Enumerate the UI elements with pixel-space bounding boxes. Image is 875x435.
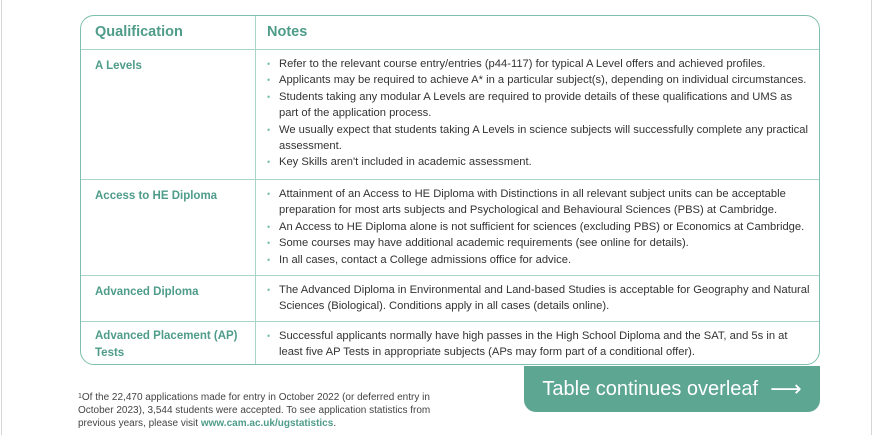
footnote-end: .: [333, 418, 337, 429]
table-row: [81, 275, 819, 322]
notes-cell: [267, 282, 812, 315]
footnote-marker: 1: [78, 393, 82, 400]
column-header-notes: Notes: [267, 24, 308, 40]
note-item: • Refer to the relevant course entry/entries (p44-117) for typical A Level offers and achieved profiles.: [267, 56, 812, 72]
column-divider: [255, 16, 256, 49]
qualification-cell: Advanced Diploma: [95, 286, 199, 298]
note-item: • Students taking any modular A Levels are required to provide details of these qualifications and UMS as part of the application process.: [267, 89, 812, 122]
qualification-cell: A Levels: [95, 60, 142, 72]
note-item: • An Access to HE Diploma alone is not sufficient for sciences (excluding PBS) or Economics at Cambridge.: [267, 219, 812, 235]
table-continues-label: Table continues overleaf: [542, 377, 759, 400]
note-item: • Successful applicants normally have high passes in the High School Diploma and the SAT, and 5s in at least five AP Tests in appropriate subjects (APs may form part of a conditional offer).: [267, 328, 812, 361]
table-row: [81, 179, 819, 276]
notes-cell: [267, 186, 812, 268]
note-item: • Attainment of an Access to HE Diploma with Distinctions in all relevant subject units can be acceptable preparation for most arts subjects and Psychological and Behavioural Sciences (PBS) at Cambridge.: [267, 186, 812, 219]
column-header-qualification: Qualification: [95, 24, 183, 40]
notes-cell: [267, 56, 812, 171]
page-edge-left: [1, 0, 2, 435]
qualification-cell: Advanced Placement (AP) Tests: [95, 330, 238, 359]
column-divider: [255, 322, 256, 365]
arrow-right-icon: ⟶: [770, 376, 802, 401]
footnote: [78, 391, 438, 430]
table-header-row: [81, 16, 819, 49]
table-continues-banner: [524, 366, 820, 412]
column-divider: [255, 276, 256, 322]
column-divider: [255, 180, 256, 276]
note-item: • The Advanced Diploma in Environmental and Land-based Studies is acceptable for Geography and Natural Sciences (Biological). Conditions apply in all cases (details online).: [267, 282, 812, 315]
table-row: [81, 321, 819, 365]
column-divider: [255, 50, 256, 180]
page-edge-right: [871, 0, 872, 435]
table-row: [81, 49, 819, 180]
notes-cell: [267, 328, 812, 361]
note-item: • In all cases, contact a College admissions office for advice.: [267, 252, 812, 268]
statistics-link[interactable]: www.cam.ac.uk/ugstatistics: [200, 418, 334, 429]
footnote-text: Of the 22,470 applications made for entry in October 2022 (or deferred entry in October 2023), 3,544 students were accepted. To see application statistics from previous years, please visit: [78, 392, 431, 429]
note-item: • Some courses may have additional academic requirements (see online for details).: [267, 235, 812, 251]
note-item: • Applicants may be required to achieve A* in a particular subject(s), depending on individual circumstances.: [267, 72, 812, 88]
note-item: • Key Skills aren't included in academic assessment.: [267, 154, 812, 170]
qualifications-table: [80, 15, 820, 365]
note-item: • We usually expect that students taking A Levels in science subjects will successfully complete any practical assessment.: [267, 122, 812, 155]
qualification-cell: Access to HE Diploma: [95, 190, 218, 202]
